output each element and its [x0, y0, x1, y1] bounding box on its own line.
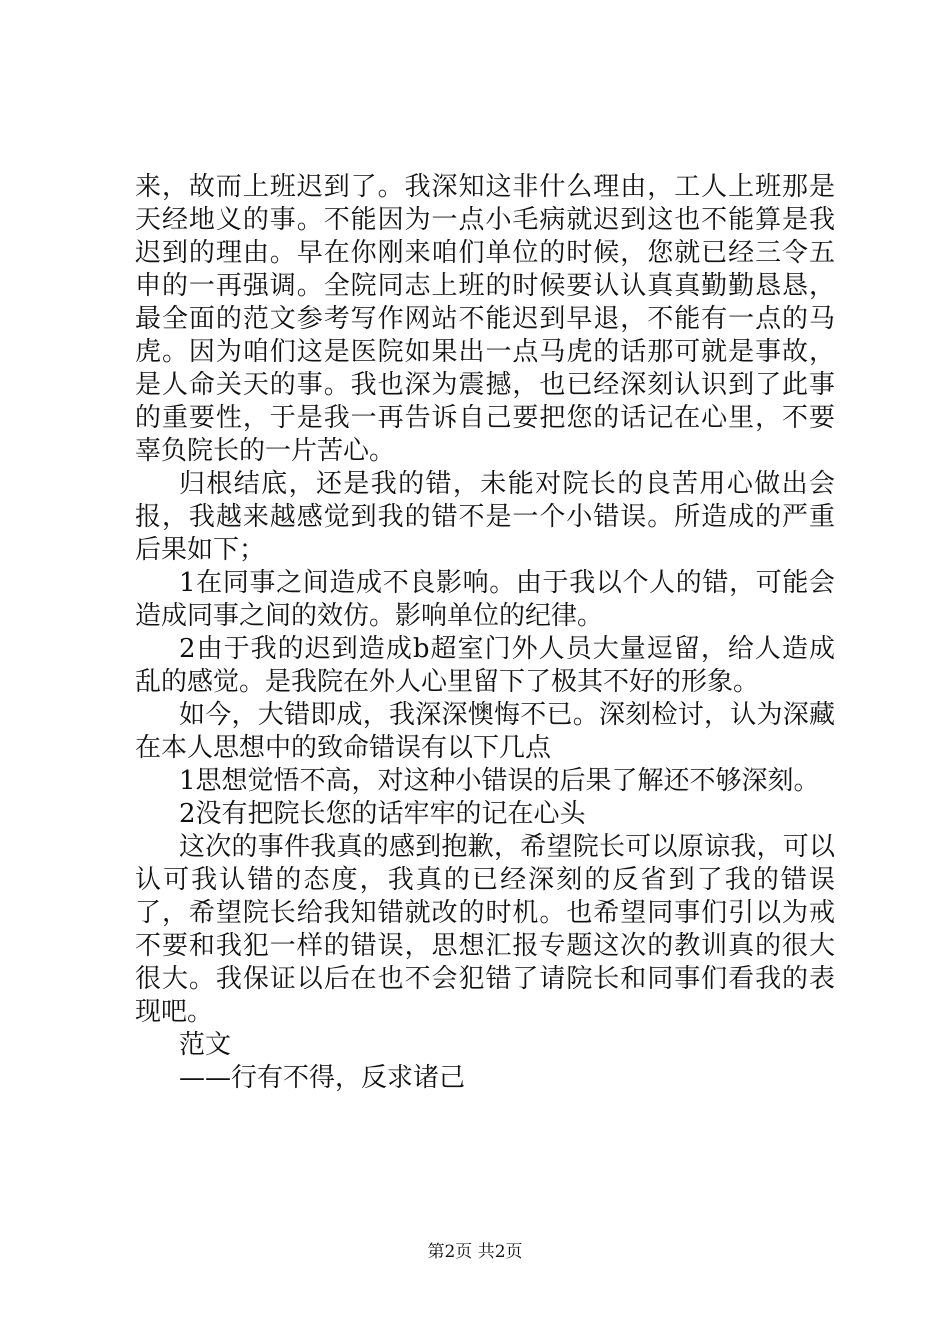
page-number: 第2页: [427, 1242, 473, 1262]
page-total: 共2页: [477, 1242, 523, 1262]
page-footer: [0, 1241, 950, 1263]
paragraph-continuation: 来，故而上班迟到了。我深知这非什么理由，工人上班那是天经地义的事。不能因为一点小毛病就迟到这也不能算是我迟到的理由。早在你刚来咱们单位的时候，您就已经三令五申的一再强调。全院同志上班的时候要认认真真勤勤恳恳，最全面的范文参考写作网站不能迟到早退，不能有一点的马虎。因为咱们这是医院如果出一点马虎的话那可就是事故，是人命关天的事。我也深为震撼，也已经深刻认识到了此事的重要性，于是我一再告诉自己要把您的话记在心里，不要辜负院长的一片苦心。: [135, 172, 835, 466]
document-body: [135, 171, 835, 1095]
paragraph-motto: ——行有不得，反求诸己: [179, 1063, 466, 1093]
paragraph: 这次的事件我真的感到抱歉，希望院长可以原谅我，可以认可我认错的态度，我真的已经深刻的反省到了我的错误了，希望院长给我知错就改的时机。也希望同事们引以为戒不要和我犯一样的错误，思想汇报专题这次的教训真的很大很大。我保证以后在也不会犯错了请院长和同事们看我的表现吧。: [135, 832, 835, 1027]
paragraph: 归根结底，还是我的错，未能对院长的良苦用心做出会报，我越来越感觉到我的错不是一个小错误。所造成的严重后果如下；: [135, 469, 835, 565]
paragraph: 1思想觉悟不高，对这种小错误的后果了解还不够深刻。: [179, 766, 820, 796]
paragraph: 2没有把院长您的话牢牢的记在心头: [179, 799, 586, 829]
paragraph: 1在同事之间造成不良影响。由于我以个人的错，可能会造成同事之间的效仿。影响单位的纪律。: [135, 568, 835, 631]
paragraph: 如今，大错即成，我深深懊悔不已。深刻检讨，认为深藏在本人思想中的致命错误有以下几点: [135, 700, 835, 763]
paragraph: 2由于我的迟到造成b超室门外人员大量逗留，给人造成乱的感觉。是我院在外人心里留下了极其不好的形象。: [135, 634, 835, 697]
paragraph: 范文: [179, 1030, 232, 1060]
